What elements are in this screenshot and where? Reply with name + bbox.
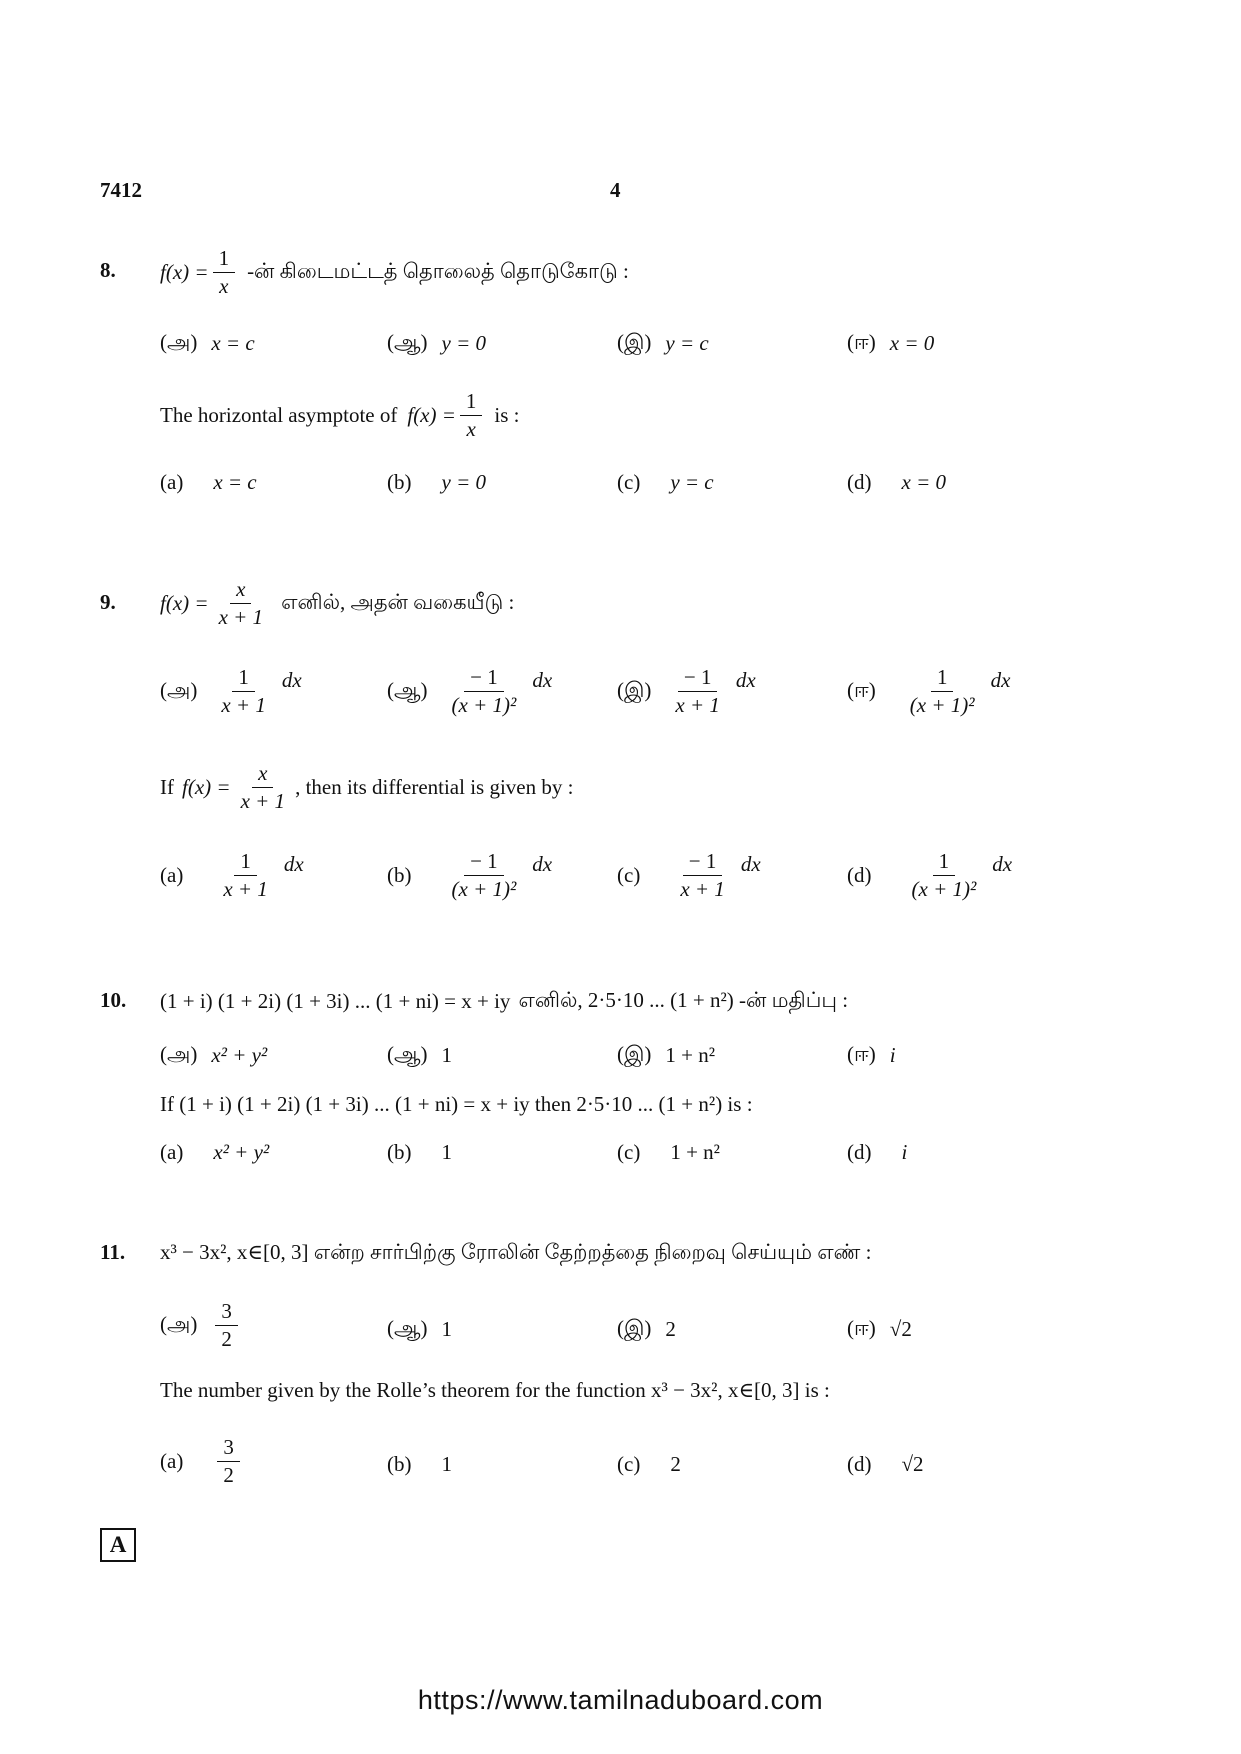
q11-english-option-a[interactable]: (a) $\frac{3}{2}$ [160, 1436, 244, 1487]
q8-english-option-d[interactable]: (d) x = 0 [847, 470, 946, 494]
q11-english-option-d[interactable]: (d) √2 [847, 1452, 924, 1476]
paper-code: 7412 [100, 178, 142, 202]
q10-tamil-stem [160, 988, 848, 1015]
q11-tamil-option-b[interactable]: (ஆ) 1 [387, 1316, 453, 1341]
q10-tamil-option-c[interactable]: (இ) 1 + n² [617, 1042, 716, 1067]
q9-english-prefix: If [160, 775, 174, 800]
q9-english-option-c[interactable]: (c) $\frac{- 1}{x + 1}$ dx [617, 849, 761, 902]
q10-tamil-option-d[interactable]: (ஈ) i [847, 1042, 896, 1067]
q10-tamil-text: எனில், 2·5·10 ... (1 + n²) -ன் மதிப்பு : [518, 988, 849, 1012]
q8-english-option-b[interactable]: (b) y = 0 [387, 470, 486, 494]
q11-tamil-option-a[interactable]: (அ) $\frac{3}{2}$ [160, 1300, 242, 1351]
fx-label: f(x) = [160, 260, 209, 285]
q10-english-option-b[interactable]: (b) 1 [387, 1140, 452, 1164]
q11-english-option-b[interactable]: (b) 1 [387, 1452, 452, 1476]
question-number-9: 9. [100, 590, 116, 614]
fraction: $\frac{1}{x}$ [460, 390, 483, 441]
q8-english-stem [160, 390, 520, 441]
q9-english-stem [160, 762, 573, 813]
q9-english-option-a[interactable]: (a) $\frac{1}{x + 1}$ dx [160, 849, 304, 902]
question-number-10: 10. [100, 988, 127, 1012]
q8-english-suffix: is : [494, 403, 520, 428]
q11-tamil-option-c[interactable]: (இ) 2 [617, 1316, 676, 1341]
q10-tamil-option-b[interactable]: (ஆ) 1 [387, 1042, 453, 1067]
q9-english-option-d[interactable]: (d) $\frac{1}{\text{(x + 1)²}}$ dx [847, 849, 1013, 902]
q8-tamil-option-d[interactable]: (ஈ) x = 0 [847, 330, 935, 355]
q10-expression: (1 + i) (1 + 2i) (1 + 3i) ... (1 + ni) = x + iy [160, 989, 511, 1013]
source-url[interactable]: https://www.tamilnaduboard.com [417, 1685, 824, 1715]
q8-english-option-c[interactable]: (c) y = c [617, 470, 714, 494]
q9-tamil-option-c[interactable]: (இ) $\frac{- 1}{x + 1}$ dx [617, 665, 756, 718]
q9-english-suffix: , then its differential is given by : [295, 775, 574, 800]
q11-tamil-stem: x³ − 3x², x∈[0, 3] என்ற சார்பிற்கு ரோலின் தேற்றத்தை நிறைவு செய்யும் எண் : [160, 1240, 872, 1264]
q11-english-option-c[interactable]: (c) 2 [617, 1452, 681, 1476]
fx-label: f(x) = [160, 591, 209, 616]
q9-tamil-stem [160, 578, 514, 629]
q9-tamil-option-b[interactable]: (ஆ) $\frac{- 1}{\text{(x + 1)²}}$ dx [387, 665, 553, 718]
q8-tamil-stem [160, 247, 629, 298]
q8-tamil-option-c[interactable]: (இ) y = c [617, 330, 709, 355]
q11-tamil-option-d[interactable]: (ஈ) √2 [847, 1316, 912, 1341]
fraction: $\frac{1}{x}$ [213, 247, 236, 298]
q8-english-option-a[interactable]: (a) x = c [160, 470, 257, 494]
question-number-11: 11. [100, 1240, 126, 1264]
q8-tamil-option-a[interactable]: (அ) x = c [160, 330, 255, 355]
q10-english-option-c[interactable]: (c) 1 + n² [617, 1140, 720, 1164]
page-number: 4 [610, 178, 621, 202]
fx-label: f(x) = [182, 775, 231, 800]
fx-label: f(x) = [407, 403, 456, 428]
q10-english-option-a[interactable]: (a) x² + y² [160, 1140, 270, 1164]
q10-english-option-d[interactable]: (d) i [847, 1140, 908, 1164]
q9-tamil-option-a[interactable]: (அ) $\frac{1}{x + 1}$ dx [160, 665, 302, 718]
q8-tamil-text: -ன் கிடைமட்டத் தொலைத் தொடுகோடு : [247, 259, 629, 284]
fraction: $\frac{x}{x + 1}$ [218, 577, 264, 630]
version-box: A [100, 1528, 136, 1562]
q8-tamil-option-b[interactable]: (ஆ) y = 0 [387, 330, 487, 355]
q11-english-stem: The number given by the Rolle’s theorem for the function x³ − 3x², x∈[0, 3] is : [160, 1378, 830, 1402]
q8-english-prefix: The horizontal asymptote of [160, 403, 398, 428]
question-number-8: 8. [100, 258, 116, 282]
q9-tamil-text: எனில், அதன் வகையீடு : [281, 590, 515, 615]
q9-english-option-b[interactable]: (b) $\frac{- 1}{\text{(x + 1)²}}$ dx [387, 849, 553, 902]
q10-tamil-option-a[interactable]: (அ) x² + y² [160, 1042, 268, 1067]
q10-english-stem: If (1 + i) (1 + 2i) (1 + 3i) ... (1 + ni) = x + iy then 2·5·10 ... (1 + n²) is : [160, 1092, 753, 1116]
q9-tamil-option-d[interactable]: (ஈ) $\frac{1}{\text{(x + 1)²}}$ dx [847, 665, 1011, 718]
fraction: $\frac{x}{x + 1}$ [240, 761, 286, 814]
